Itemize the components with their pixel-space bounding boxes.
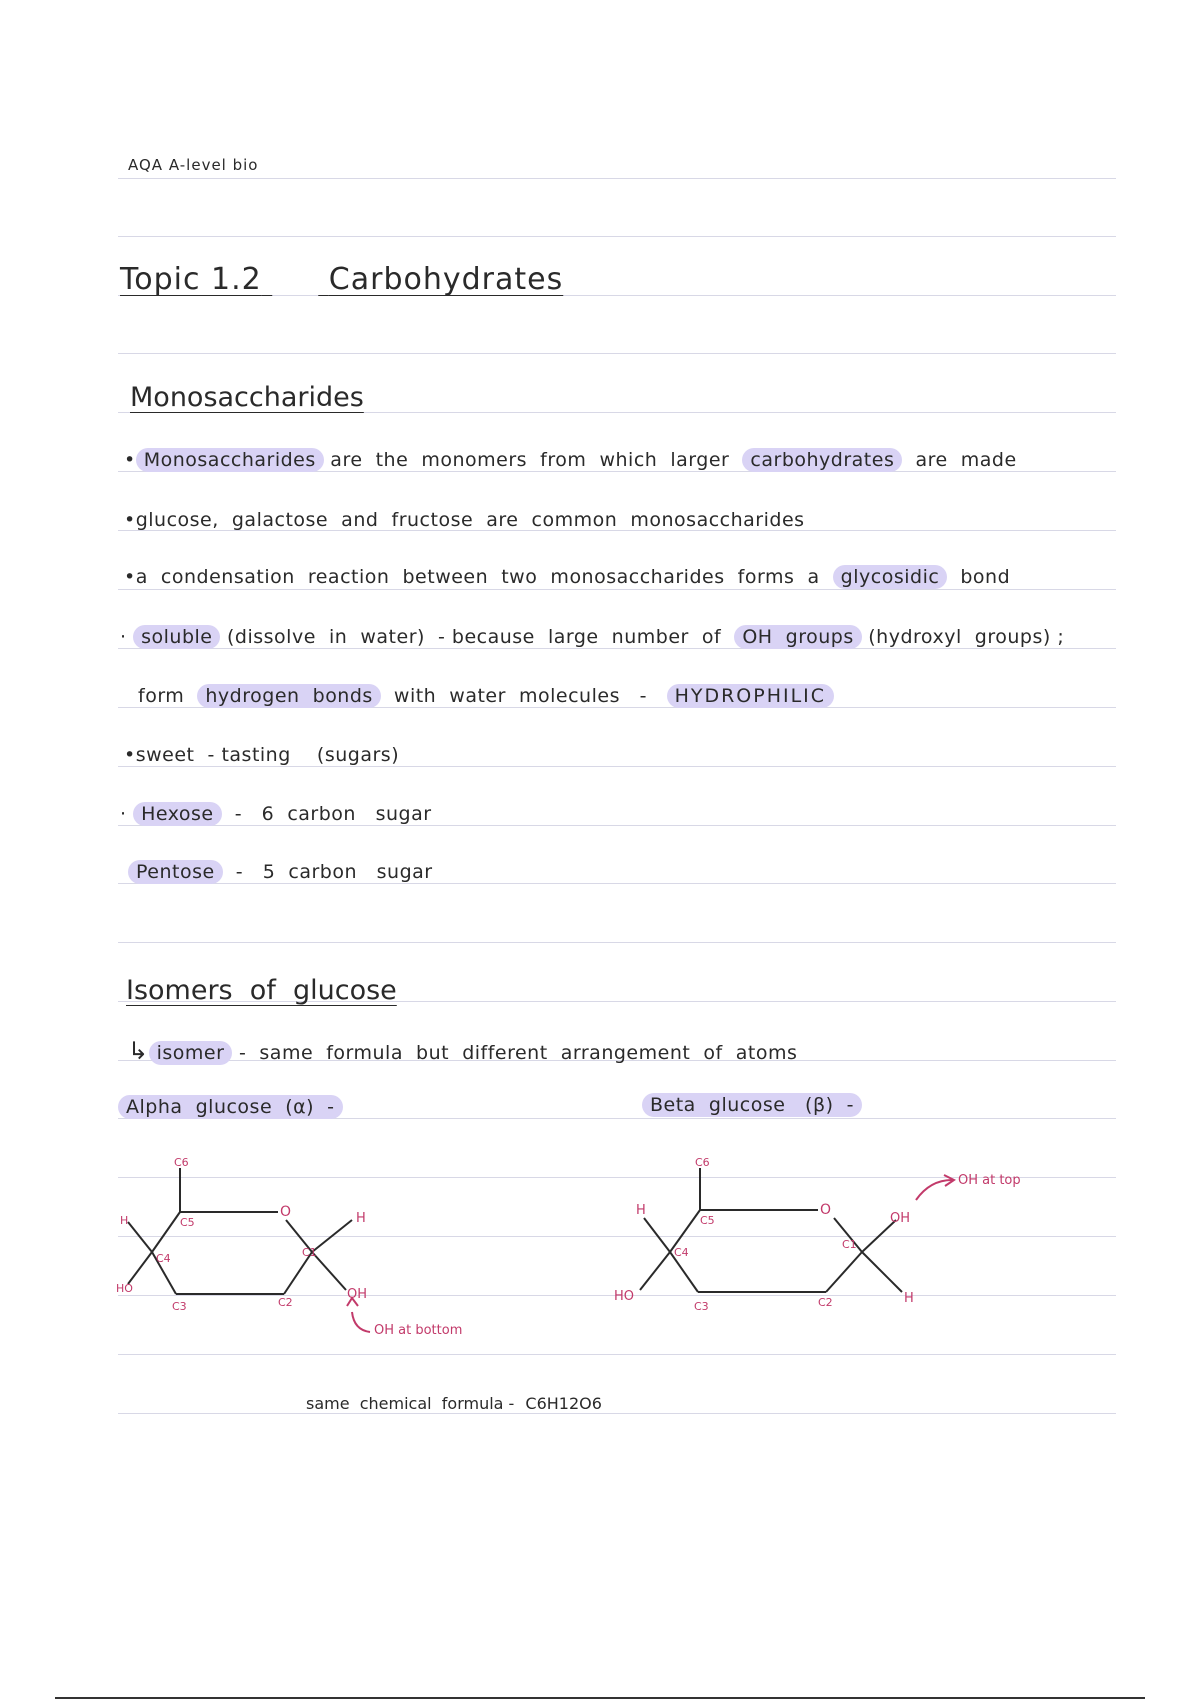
text: are made (902, 449, 1017, 471)
alpha-c5-c4-bond (152, 1212, 180, 1252)
beta-oh-right-label: OH (890, 1211, 911, 1226)
alpha-o-label: O (280, 1204, 292, 1220)
beta-h-left-label: H (636, 1203, 646, 1218)
alpha-c2-label: C2 (278, 1296, 293, 1309)
highlight-hydrogen-bonds: hydrogen bonds (197, 684, 380, 708)
beta-labels (614, 1156, 1021, 1313)
beta-c6-label: C6 (695, 1156, 710, 1169)
bullet: · (120, 803, 134, 825)
highlight-soluble: soluble (133, 625, 220, 649)
topic-number: Topic 1.2 (120, 262, 262, 297)
beta-c3-label: C3 (694, 1300, 709, 1313)
text: - same formula but different arrangement of atoms (232, 1042, 798, 1064)
alpha-c4-oh-bond (128, 1252, 152, 1284)
text: (dissolve in water) - because large number of (220, 626, 735, 648)
alpha-h-left-label: H (120, 1214, 129, 1227)
highlight-monosaccharides: Monosaccharides (136, 448, 324, 472)
beta-c2-c1-bond (826, 1252, 862, 1292)
alpha-c1-oh-bond (312, 1252, 346, 1290)
text: •a condensation reaction between two monosaccharides forms a (124, 566, 833, 588)
beta-o-label: O (820, 1202, 832, 1218)
highlight-glycosidic: glycosidic (833, 565, 948, 589)
text: are the monomers from which larger (323, 449, 743, 471)
beta-glucose-structure (640, 1168, 954, 1292)
formula-value: C6H12O6 (525, 1394, 602, 1413)
alpha-c1-label: C1 (302, 1246, 317, 1259)
bullet: • (124, 449, 136, 471)
highlight-hydrophilic: HYDROPHILIC (667, 684, 834, 708)
beta-c1-h-bond (862, 1252, 902, 1292)
alpha-ho-left-label: HO (116, 1282, 133, 1295)
highlight-carbohydrates: carbohydrates (742, 448, 902, 472)
text: with water molecules - (380, 685, 667, 707)
note-line-6: •sweet - tasting (sugars) (124, 744, 400, 766)
highlight-hexose: Hexose (133, 802, 222, 826)
text: form (138, 685, 198, 707)
alpha-oh-right-label: OH (347, 1287, 368, 1302)
alpha-c4-h-bond (128, 1222, 152, 1252)
alpha-glucose-structure (128, 1168, 370, 1332)
highlight-pentose: Pentose (128, 860, 223, 884)
beta-c5-label: C5 (700, 1214, 715, 1227)
beta-c4-label: C4 (674, 1246, 689, 1259)
beta-note-arrow (916, 1180, 952, 1200)
highlight-oh-groups: OH groups (734, 625, 861, 649)
alpha-c1-h-bond (312, 1220, 352, 1252)
topic-subject: Carbohydrates (328, 262, 564, 297)
text: bond (947, 566, 1011, 588)
beta-h-right-label: H (904, 1291, 914, 1306)
formula-line (306, 1394, 602, 1413)
highlight-isomer: isomer (149, 1041, 233, 1065)
text: - 5 carbon sugar (222, 861, 433, 883)
bullet: · (120, 626, 134, 648)
section-heading-isomers: Isomers of glucose (126, 975, 397, 1006)
arrow-icon: ↳ (128, 1037, 149, 1065)
section-heading-monosaccharides: Monosaccharides (130, 382, 364, 413)
beta-c4-h-bond (644, 1218, 670, 1252)
alpha-c3-label: C3 (172, 1300, 187, 1313)
beta-note: OH at top (958, 1173, 1021, 1188)
beta-c1-label: C1 (842, 1238, 857, 1251)
highlight-alpha-glucose: Alpha glucose (α) - (118, 1095, 343, 1119)
note-line-2: •glucose, galactose and fructose are common monosaccharides (124, 509, 805, 531)
alpha-c6-label: C6 (174, 1156, 189, 1169)
beta-c2-label: C2 (818, 1296, 833, 1309)
beta-ho-left-label: HO (614, 1289, 635, 1304)
alpha-labels (116, 1156, 462, 1338)
alpha-note-arrow (352, 1312, 370, 1332)
beta-c4-oh-bond (640, 1252, 670, 1290)
text: - 6 carbon sugar (221, 803, 432, 825)
course-label: AQA A-level bio (128, 156, 259, 174)
alpha-note: OH at bottom (374, 1323, 463, 1338)
text: (hydroxyl groups) ; (861, 626, 1065, 648)
alpha-h-right-label: H (356, 1211, 366, 1226)
highlight-beta-glucose: Beta glucose (β) - (642, 1093, 862, 1117)
formula-label: same chemical formula - (306, 1394, 515, 1413)
alpha-c5-label: C5 (180, 1216, 195, 1229)
alpha-c4-label: C4 (156, 1252, 171, 1265)
